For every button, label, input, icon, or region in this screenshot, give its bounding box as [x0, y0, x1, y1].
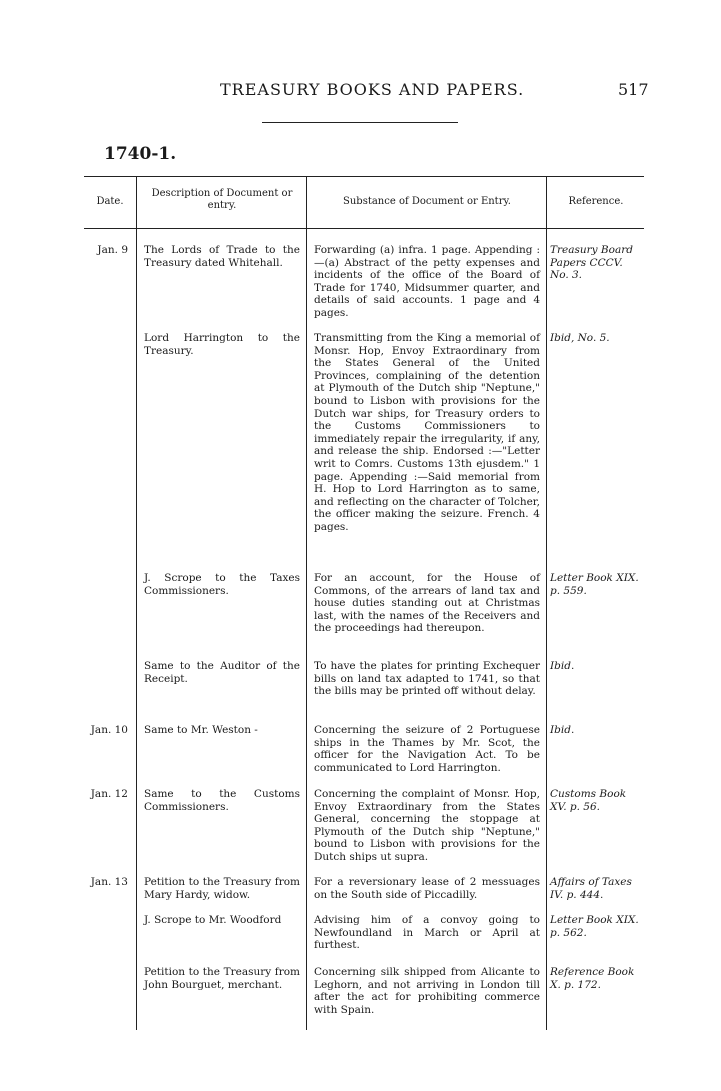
- entry-reference: Customs Book XV. p. 56.: [550, 788, 627, 813]
- entry-substance: Advising him of a convoy going to Newfoundland in March or April at furthest.: [314, 914, 540, 952]
- entry-description: J. Scrope to Mr. Woodford: [144, 914, 282, 926]
- entry-description: Petition to the Treasury from Mary Hardy, widow.: [144, 876, 300, 901]
- entry-reference: Treasury Board Papers CCCV. No. 3.: [550, 244, 633, 282]
- entry-reference: Letter Book XIX. p. 562.: [550, 914, 639, 939]
- entry-description: Same to the Auditor of the Receipt.: [144, 660, 300, 685]
- entry-description: Petition to the Treasury from John Bourguet, merchant.: [144, 966, 300, 991]
- entry-substance: To have the plates for printing Exchequer bills on land tax adapted to 1741, so that the bills may be printed off without delay.: [314, 660, 540, 698]
- title-rule: [262, 122, 458, 123]
- records-table: [84, 176, 644, 1030]
- entry-substance: Concerning silk shipped from Alicante to Leghorn, and not arriving in London till after the act for prohibiting commerce with Spain.: [314, 966, 540, 1016]
- entry-description: The Lords of Trade to the Treasury dated Whitehall.: [144, 244, 300, 269]
- entry-date: Jan. 10: [90, 724, 128, 736]
- entry-substance: Transmitting from the King a memorial of Monsr. Hop, Envoy Extraordinary from the States General of the United Provinces, complaining of the detention at Plymouth of the Dutch ship "Neptune," bound to Lisbon with provisions for the Dutch war ships, for Treasury orders to the Customs Commissioners to immediately repair the irregularity, if any, and release the ship. Endorsed :—"Letter writ to Comrs. Customs 13th ejusdem." 1 page. Appending :—Said memorial from H. Hop to Lord Harrington as to same, and reflecting on the character of Tolcher, the officer making the seizure. French. 4 pages.: [314, 332, 540, 533]
- column-rule: [546, 176, 547, 1030]
- entry-date: Jan. 13: [90, 876, 128, 888]
- table-header-rule: [84, 228, 644, 229]
- entry-substance: For a reversionary lease of 2 messuages on the South side of Piccadilly.: [314, 876, 540, 901]
- entry-substance: For an account, for the House of Commons, of the arrears of land tax and house duties standing out at Christmas last, with the names of the Receivers and the proceedings had thereupon.: [314, 572, 540, 635]
- year-heading: 1740-1.: [104, 144, 177, 164]
- entry-reference: Letter Book XIX. p. 559.: [550, 572, 639, 597]
- entry-substance: Concerning the seizure of 2 Portuguese ships in the Thames by Mr. Scot, the officer for the Navigation Act. To be communicated to Lord Harrington.: [314, 724, 540, 774]
- entry-reference: Ibid.: [550, 660, 575, 672]
- entry-description: Same to Mr. Weston -: [144, 724, 258, 736]
- header-substance: Substance of Document or Entry.: [343, 196, 511, 207]
- entry-date: Jan. 12: [90, 788, 128, 800]
- table-top-rule: [84, 176, 644, 177]
- entry-description: J. Scrope to the Taxes Commissioners.: [144, 572, 300, 597]
- column-rule: [136, 176, 137, 1030]
- entry-reference: Affairs of Taxes IV. p. 444.: [550, 876, 632, 901]
- entry-substance: Forwarding (a) infra. 1 page. Appending :—(a) Abstract of the petty expenses and incidents of the office of the Board of Trade for 1740, Midsummer quarter, and details of said accounts. 1 page and 4 pages.: [314, 244, 540, 319]
- entry-reference: Ibid, No. 5.: [550, 332, 610, 344]
- entry-substance: Concerning the complaint of Monsr. Hop, Envoy Extraordinary from the States General, concerning the stoppage at Plymouth of the Dutch ship "Neptune," bound to Lisbon with provisions for the Dutch ships ut supra.: [314, 788, 540, 863]
- entry-reference: Ibid.: [550, 724, 575, 736]
- header-reference: Reference.: [568, 196, 624, 207]
- entry-date: Jan. 9: [97, 244, 128, 256]
- header-description: Description of Document or entry.: [151, 188, 293, 211]
- header-date: Date.: [96, 196, 124, 207]
- page-number: 517: [618, 80, 649, 99]
- entry-description: Same to the Customs Commissioners.: [144, 788, 300, 813]
- entry-description: Lord Harrington to the Treasury.: [144, 332, 300, 357]
- entry-reference: Reference Book X. p. 172.: [550, 966, 635, 991]
- column-rule: [306, 176, 307, 1030]
- page-title: TREASURY BOOKS AND PAPERS.: [220, 80, 525, 99]
